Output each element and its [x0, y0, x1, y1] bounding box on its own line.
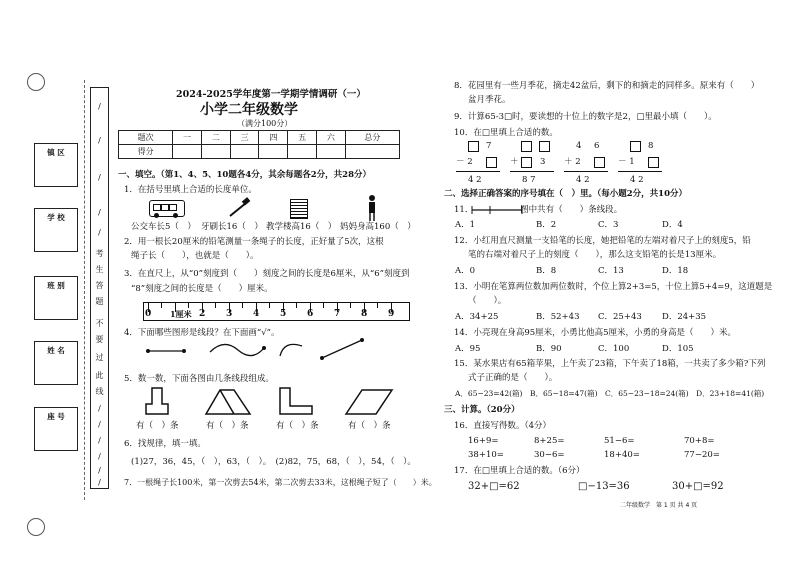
q1-bus-length: 公交车长5（ ） [131, 222, 196, 232]
question-16: 16．直接写得数。（4分） [454, 421, 551, 431]
score-header-cell: 五 [288, 131, 317, 145]
question-8-line1: 8．花园里有一些月季花，摘走42盆后，剩下的和摘走的同样多。原来有（ ） [454, 81, 760, 91]
exam-title: 2024-2025学年度第一学期学情调研（一） [176, 89, 366, 100]
question-12-line2: 笔的右端对着尺子上的刻度（ ），那么这支铅笔的长是13厘米。 [468, 250, 722, 260]
question-3-line2: “8”刻度之间的长度是（ ）厘米。 [131, 284, 273, 294]
score-header-cell: 三 [230, 131, 259, 145]
field-name[interactable]: 姓 名 [34, 341, 78, 385]
question-4: 4．下面哪些图形是线段？在下面画“√”。 [124, 328, 280, 338]
q10-sum-line [618, 171, 662, 172]
ruler: 0 1厘米 2 3 4 5 6 7 8 9 [143, 302, 410, 321]
question-5: 5．数一数，下面各图由几条线段组成。 [124, 374, 274, 384]
field-class[interactable]: 班 别 [34, 276, 78, 320]
question-13-line1: 13．小明在笔算两位数加两位数时，个位上算2+3=5，十位上算5+4=9，这道题是 [454, 282, 773, 292]
bus-icon [149, 200, 185, 217]
q5-answer-1: 有（ ）条 [136, 421, 179, 431]
score-header-cell: 二 [202, 131, 231, 145]
q1-toothbrush-length: 牙刷长16（ ） [201, 222, 263, 232]
question-15-line2: 式子正确的是（ ）。 [468, 373, 558, 383]
question-1: 1．在括号里填上合适的长度单位。 [124, 185, 257, 195]
question-15-line1: 15．某水果店有65箱苹果，上午卖了23箱，下午卖了18箱，一共卖了多少箱?下列 [454, 359, 766, 369]
score-header-cell: 一 [173, 131, 202, 145]
field-district[interactable]: 镇 区 [34, 143, 78, 187]
score-header-cell: 四 [259, 131, 288, 145]
q10-blank-box[interactable] [630, 141, 641, 152]
question-12-line1: 12．小红用直尺测量一支铅笔的长度，她把铅笔的左端对着尺子上的刻度5，铅 [454, 236, 751, 246]
binding-hole [27, 73, 45, 91]
field-seat-number[interactable]: 座 号 [34, 407, 78, 451]
question-15-options: A．65−23=42(箱) B．65−18=47(箱) C．65−23−18=24(箱) D．23+18=41(箱) [455, 389, 765, 398]
question-13-line2: （ ）。 [468, 296, 507, 306]
q11-line-figure [470, 205, 528, 215]
q4-figures [140, 338, 370, 360]
question-6-sequences: (1)27，36，45，（ ），63，（ ）。 (2)82，75，68，（ ），54，（ ）。 [131, 457, 416, 467]
binding-hole [27, 518, 45, 536]
fold-line [84, 80, 85, 500]
q5-answer-3: 有（ ）条 [276, 421, 319, 431]
score-table [118, 130, 400, 159]
q1-building-height: 教学楼高16（ ） [266, 222, 337, 232]
question-3-line1: 3．在直尺上，从“0”刻度到（ ）刻度之间的长度是6厘米，从“6”刻度到 [124, 269, 410, 279]
q10-blank-box[interactable] [468, 141, 479, 152]
question-14: 14．小亮现在身高95厘米，小勇比他高5厘米，小勇的身高是（ ）米。 [454, 328, 737, 338]
score-cell[interactable] [173, 145, 202, 159]
score-header-cell: 六 [316, 131, 345, 145]
q17-item-2: □−13=36 [578, 481, 630, 492]
question-17: 17．在□里填上合适的数。（6分） [454, 466, 585, 476]
exam-subtitle: 小学二年级数学 [200, 102, 298, 118]
q10-blank-box[interactable] [648, 157, 659, 168]
field-school[interactable]: 学 校 [34, 208, 78, 252]
score-header-cell: 题次 [119, 131, 173, 145]
score-header-cell: 总分 [345, 131, 399, 145]
no-answer-band: / / / / / 考 生 答 题 不 要 过 此 线 / / / / / / [90, 87, 109, 489]
woman-icon [366, 194, 378, 222]
q10-blank-box[interactable] [486, 157, 497, 168]
question-9: 9．计算65-3□时，要读想的十位上的数字是2，□里最小填（ ）。 [454, 112, 717, 122]
question-10: 10．在□里填上合适的数。 [454, 128, 558, 138]
q10-sum-line [564, 171, 608, 172]
question-8-line2: 盆月季花。 [468, 95, 511, 105]
section-3-heading: 三、计算。（20分） [444, 405, 520, 415]
q10-blank-box[interactable] [539, 141, 550, 152]
q10-sum-line [510, 171, 554, 172]
toothbrush-icon [228, 198, 252, 218]
q5-answer-2: 有（ ）条 [206, 421, 249, 431]
score-cell[interactable] [288, 145, 317, 159]
question-2-line1: 2．用一根长20厘米的铅笔测量一条绳子的长度，正好量了5次，这根 [124, 237, 384, 247]
section-1-heading: 一、填空。（第1、4、5、10题各4分，其余每题各2分，共28分） [118, 170, 371, 180]
question-7: 7．一根绳子长100米，第一次剪去54米，第二次剪去33米，这根绳子短了（ ）米。 [124, 478, 437, 487]
score-cell[interactable] [316, 145, 345, 159]
score-cell[interactable] [202, 145, 231, 159]
q1-mother-height: 妈妈身高160（ ） [340, 222, 416, 232]
question-6: 6．找规律，填一填。 [124, 439, 206, 449]
q10-blank-box[interactable] [521, 157, 532, 168]
q10-blank-box[interactable] [521, 141, 532, 152]
q17-item-1: 32+□=62 [468, 481, 520, 492]
q5-answer-4: 有（ ）条 [348, 421, 391, 431]
q5-figures [140, 386, 390, 416]
page-footer: 二年级数学 第 1 页 共 4 页 [620, 502, 698, 509]
score-cell[interactable] [230, 145, 259, 159]
q10-blank-box[interactable] [594, 157, 605, 168]
question-2-line2: 绳子长（ ），也就是（ ）。 [131, 251, 259, 261]
q10-sum-line [456, 171, 500, 172]
score-cell[interactable] [345, 145, 399, 159]
question-11: 11． 图中共有（ ）条线段。 [454, 205, 623, 215]
q17-item-3: 30+□=92 [672, 481, 724, 492]
building-icon [290, 199, 308, 219]
section-2-heading: 二、选择正确答案的序号填在（ ）里。（每小题2分，共10分） [444, 189, 687, 199]
score-row-label: 得分 [119, 145, 173, 159]
full-score: （满分100分） [237, 119, 293, 128]
score-cell[interactable] [259, 145, 288, 159]
